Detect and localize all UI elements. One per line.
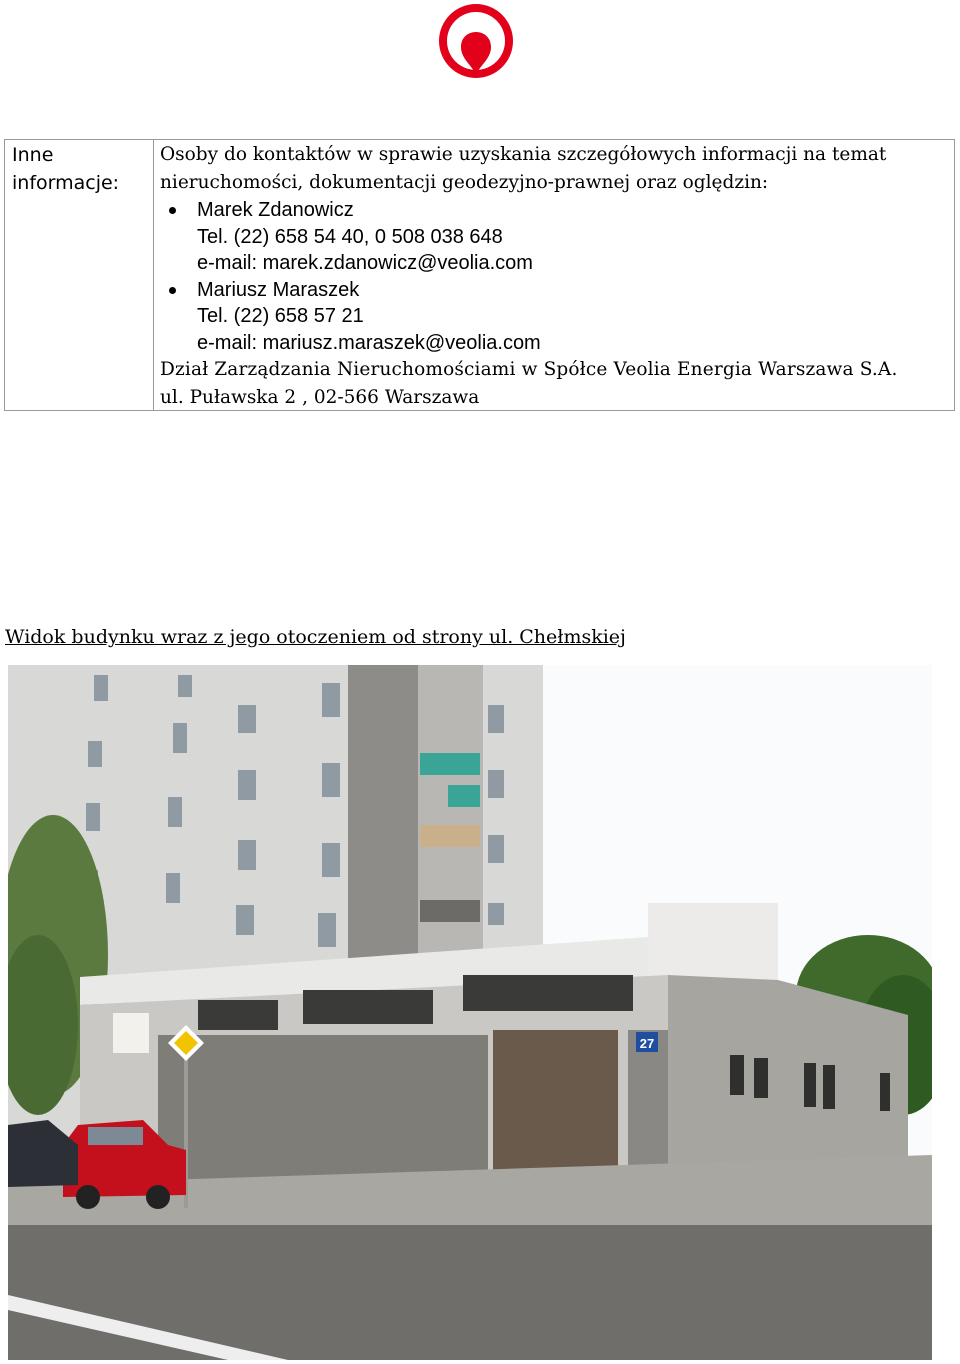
contact-phone: Tel. (22) 658 54 40, 0 508 038 648	[197, 225, 503, 248]
bullet-icon	[169, 207, 176, 214]
contact-name: Marek Zdanowicz	[197, 199, 354, 221]
info-table	[4, 139, 955, 411]
contact-item	[160, 277, 950, 357]
info-body	[160, 140, 950, 412]
building-photo	[8, 665, 932, 1360]
contact-name: Mariusz Maraszek	[197, 278, 360, 301]
photo-caption: Widok budynku wraz z jego otoczeniem od strony ul. Chełmskiej	[5, 626, 626, 648]
info-label: Inne informacje:	[12, 144, 120, 194]
street-number-sign: 27	[639, 1036, 655, 1051]
contact-item	[160, 197, 950, 277]
contact-intro: Osoby do kontaktów w sprawie uzyskania szczegółowych informacji na temat nieruchomości, dokumentacji geodezyjno-prawnej oraz oględzin:	[160, 144, 887, 193]
contact-email[interactable]: e-mail: marek.zdanowicz@veolia.com	[197, 252, 533, 274]
department-name: Dział Zarządzania Nieruchomościami w Spółce Veolia Energia Warszawa S.A.	[160, 359, 898, 380]
building-photo-illustration	[8, 665, 932, 1360]
company-logo-icon	[435, 1, 517, 83]
bullet-icon	[169, 287, 176, 294]
department-address: ul. Puławska 2 , 02-566 Warszawa	[160, 387, 480, 408]
contact-phone: Tel. (22) 658 57 21	[197, 305, 364, 327]
company-logo	[435, 1, 517, 83]
table-divider	[153, 140, 154, 410]
contact-email[interactable]: e-mail: mariusz.maraszek@veolia.com	[197, 331, 541, 354]
